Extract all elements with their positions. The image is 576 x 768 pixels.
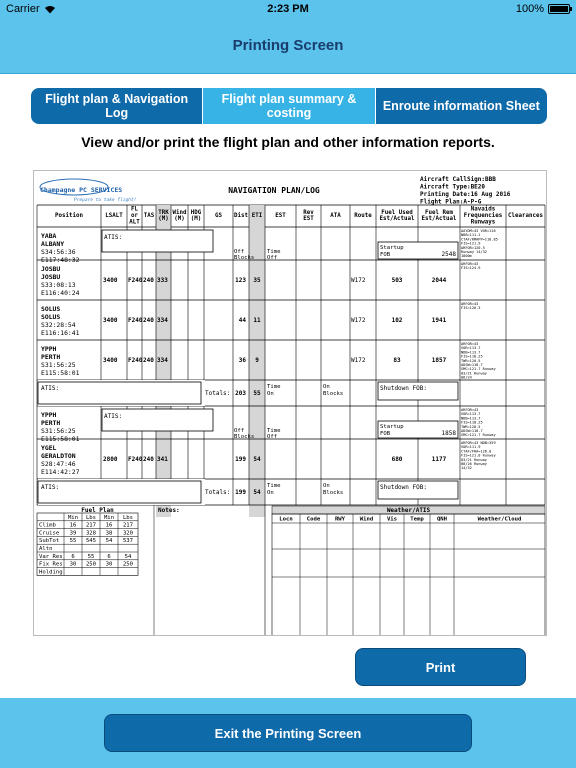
tas-value: 240 <box>143 277 154 284</box>
total-eti-value: 54 <box>253 489 261 496</box>
navaids-text: SMC=121.7 Runway <box>461 367 496 372</box>
column-header: Rev <box>303 209 314 216</box>
time-on-label: Time <box>267 384 281 390</box>
navaids-text: ARFOR=120.5 <box>461 245 485 250</box>
column-header: ETI <box>251 213 263 219</box>
column-header: Fuel Used <box>381 209 413 216</box>
fuel-plan-value: 328 <box>85 530 97 537</box>
navaids-text: FIS=118.25 <box>461 354 483 359</box>
eti-value: 54 <box>253 456 261 463</box>
fuel-plan-value: 30 <box>69 561 77 568</box>
fuel-rem-value: 1177 <box>431 456 447 463</box>
fuel-plan-value: 55 <box>87 553 95 560</box>
fuel-plan-value: 6 <box>107 553 111 560</box>
weather-col-header: Vis <box>386 516 398 523</box>
navaids-text: NDB=113.7 <box>461 416 481 421</box>
navigation-log-preview[interactable] <box>33 170 547 636</box>
fuel-used-value: 102 <box>391 317 403 324</box>
navaids-text: ARFOR=43 <box>461 408 479 412</box>
lsalt-value: 3400 <box>103 317 118 324</box>
position-text: S31:56:25 <box>41 427 76 435</box>
navaids-text: SMC=121.7 Runway <box>461 433 496 438</box>
column-header: ATA <box>330 213 341 219</box>
column-header: Position <box>55 213 83 219</box>
navaids-text: FIS=120.3 <box>461 306 481 311</box>
fuel-used-value: 680 <box>391 456 403 463</box>
position-text: S32:28:54 <box>41 321 76 329</box>
startup-fob-value: 2548 <box>441 251 456 258</box>
battery-percent: 100% <box>515 3 544 15</box>
wifi-icon <box>44 5 56 14</box>
off-blocks-label: Blocks <box>234 434 255 440</box>
aircraft-info-line: Printing Date:16 Aug 2016 <box>420 191 511 198</box>
atis-box <box>38 382 201 404</box>
column-header: Route <box>354 213 372 219</box>
fuel-plan-row-label: Cruise <box>39 530 60 537</box>
fuel-used-value: 503 <box>391 277 403 284</box>
shutdown-label: Shutdown FOB: <box>380 484 427 491</box>
weather-col-header: Locn <box>279 516 293 523</box>
atis-label: ATIS: <box>104 234 123 241</box>
position-text: E115:58:01 <box>41 435 80 443</box>
log-title: NAVIGATION PLAN/LOG <box>228 186 320 195</box>
tas-value: 240 <box>143 456 154 463</box>
position-text: ALBANY <box>41 240 65 248</box>
fuel-plan-title: Fuel Plan <box>81 507 114 514</box>
position-text: E117:48:32 <box>41 256 80 264</box>
position-text: E115:58:01 <box>41 369 80 377</box>
weather-title: Weather/ATIS <box>386 507 431 514</box>
time-on-label: Time <box>267 483 281 489</box>
total-dist-value: 203 <box>235 390 246 397</box>
fuel-plan-value: 545 <box>85 538 97 545</box>
column-header: Runways <box>470 219 496 226</box>
off-blocks-label: Blocks <box>234 255 255 261</box>
on-blocks-label: On <box>323 384 330 390</box>
column-header: (M) <box>174 216 185 223</box>
navaids-text: VOR=113.7 <box>461 346 481 351</box>
fuel-plan-row-label: Var Res <box>39 553 63 560</box>
time-off-label: Off <box>267 434 278 440</box>
column-header: LSALT <box>105 213 123 219</box>
column-header: Est/Actual <box>421 216 457 223</box>
fuel-plan-row-label: SubTot <box>39 538 60 545</box>
fuel-plan-value: 250 <box>122 561 134 568</box>
startup-fob-value: 1858 <box>441 430 456 437</box>
tab-flight-plan-navigation-log[interactable]: Flight plan & Navigation Log <box>31 88 202 124</box>
total-eti-value: 55 <box>253 390 261 397</box>
position-text: JOSBU <box>41 273 61 281</box>
startup-label: Startup <box>380 424 404 430</box>
lsalt-value: 3400 <box>103 277 118 284</box>
status-bar <box>0 0 576 18</box>
route-value: W172 <box>351 277 366 284</box>
tas-value: 240 <box>143 317 154 324</box>
aircraft-info-line: Flight Plan:A-P-G <box>420 198 482 206</box>
column-header: Dist <box>234 213 248 219</box>
on-blocks-label: On <box>323 483 330 489</box>
fuel-plan-col-header: Lbs <box>122 514 134 521</box>
fl-value: F240 <box>128 357 143 364</box>
startup-label: FOB <box>380 252 391 258</box>
fuel-plan-row-label: Climb <box>39 522 56 529</box>
dist-value: 44 <box>238 317 246 324</box>
position-text: PERTH <box>41 353 61 361</box>
column-header: TAS <box>143 213 155 219</box>
position-text: PERTH <box>41 419 61 427</box>
column-header: TRK <box>158 209 169 216</box>
logo-tagline: Prepare to take flight! <box>74 198 137 203</box>
exit-printing-screen-button[interactable]: Exit the Printing Screen <box>104 714 472 752</box>
navaids-text: ARFOR=43 <box>461 302 479 306</box>
navaids-text: ARFOR=43 NDB=359 <box>461 441 496 445</box>
weather-col-header: Weather/Cloud <box>477 516 522 523</box>
position-text: YPPH <box>41 411 57 419</box>
time-off-label: Off <box>267 255 278 261</box>
column-header: EST <box>275 213 286 219</box>
position-text: S28:47:46 <box>41 460 76 468</box>
position-text: S31:56:25 <box>41 361 76 369</box>
navaids-text: AAYDM=43 VOR=116 <box>461 229 496 233</box>
aircraft-info-line: Aircraft CallSign:BBB <box>420 176 496 183</box>
position-text: GERALDTON <box>41 452 76 460</box>
time-on-label: On <box>267 490 274 496</box>
column-header: ALT <box>129 219 140 226</box>
navaids-text: CTAF/RMAPP=118.85 <box>461 237 498 242</box>
trk-value: 334 <box>157 357 168 364</box>
column-header: HDG <box>190 209 202 216</box>
carrier-label: Carrier <box>6 3 40 15</box>
report-tabs <box>31 88 547 124</box>
column-header: EST <box>303 216 314 223</box>
position-text: SOLUS <box>41 305 61 313</box>
total-dist-value: 199 <box>235 489 246 496</box>
navigation-log-sheet <box>34 171 547 636</box>
navaids-text: NDB=111.1 <box>461 233 481 238</box>
atis-label: ATIS: <box>41 385 60 392</box>
fuel-plan-col-header: Lbs <box>85 514 97 521</box>
navaids-text: ADSW=118.7 <box>461 363 483 367</box>
carrier-info <box>6 3 56 15</box>
column-header: Wind <box>172 209 187 216</box>
fuel-plan-value: 6 <box>71 553 75 560</box>
position-text: YGEL <box>41 444 57 452</box>
column-header: (M) <box>158 216 169 223</box>
fuel-plan-value: 217 <box>122 522 134 529</box>
weather-col-header: QNH <box>436 516 448 523</box>
totals-label: Totals: <box>205 390 231 397</box>
time-on-label: On <box>267 391 274 397</box>
position-text: E116:40:24 <box>41 289 80 297</box>
battery-icon <box>548 4 570 14</box>
column-header: Clearances <box>508 213 543 219</box>
navaids-text: VOR=111.9 <box>461 445 481 450</box>
fuel-plan-value: 537 <box>122 538 134 545</box>
startup-label: FOB <box>380 431 391 437</box>
column-header: or <box>131 213 138 219</box>
navaids-text: 03/21 Runway <box>461 371 487 376</box>
dist-value: 123 <box>235 277 246 284</box>
weather-col-header: Temp <box>410 516 424 523</box>
fuel-plan-value: 54 <box>105 538 113 545</box>
on-blocks-label: Blocks <box>323 391 344 397</box>
fl-value: F240 <box>128 317 143 324</box>
fuel-plan-col-header: Min <box>67 514 79 521</box>
column-header: FL <box>131 206 138 213</box>
navaids-text: FIS=118.25 <box>461 420 483 425</box>
print-button[interactable]: Print <box>355 648 526 686</box>
fl-value: F240 <box>128 277 143 284</box>
navaids-text: CTAF/FRA=126.0 <box>461 449 492 454</box>
position-text: E116:16:41 <box>41 329 80 337</box>
position-text: S33:08:13 <box>41 281 76 289</box>
navaids-text: ARFOR=43 <box>461 342 479 346</box>
fuel-plan-col-header: Min <box>103 514 115 521</box>
logo-name: Champagne PC SERVICES <box>40 186 123 194</box>
navaids-text: Runway 14/32 <box>461 250 487 254</box>
weather-col-header: RWY <box>334 516 346 523</box>
column-header: GS <box>215 213 222 219</box>
route-value: W172 <box>351 317 366 324</box>
tab-enroute-information-sheet[interactable]: Enroute information Sheet <box>376 88 547 124</box>
atis-box <box>38 481 201 503</box>
route-value: W172 <box>351 357 366 364</box>
navaids-text: NDB=113.7 <box>461 350 481 355</box>
aircraft-info-line: Aircraft Type:BE20 <box>420 183 486 191</box>
trk-value: 341 <box>157 456 168 463</box>
position-text: JOSBU <box>41 265 61 273</box>
navaids-text: 1800m <box>461 254 472 259</box>
page-title: Printing Screen <box>232 37 344 54</box>
off-blocks-label: Off <box>234 249 245 255</box>
header-bar <box>0 18 576 74</box>
dist-value: 36 <box>238 357 246 364</box>
fuel-plan-value: 38 <box>105 530 113 537</box>
navaids-text: FIS=121.0 Runway <box>461 453 496 458</box>
weather-table <box>272 514 545 636</box>
position-text: E114:42:27 <box>41 468 80 476</box>
atis-label: ATIS: <box>41 484 60 491</box>
fuel-plan-value: 55 <box>69 538 77 545</box>
position-text: YABA <box>41 232 57 240</box>
fuel-rem-value: 1857 <box>431 357 447 364</box>
weather-col-header: Wind <box>359 516 374 523</box>
column-header: Navaids <box>470 206 496 213</box>
navaids-text: TWR=120.5 <box>461 424 481 429</box>
time-off-label: Time <box>267 249 281 255</box>
fuel-plan-value: 250 <box>85 561 97 568</box>
fuel-plan-value: 39 <box>69 530 77 537</box>
notes-label: Notes: <box>158 507 180 514</box>
atis-label: ATIS: <box>104 413 123 420</box>
instructions-text: View and/or print the flight plan and other information reports. <box>81 134 495 150</box>
off-blocks-label: Off <box>234 428 245 434</box>
tab-flight-plan-summary-costing[interactable]: Flight plan summary & costing <box>202 88 375 124</box>
navaids-text: 14/32 <box>461 466 472 471</box>
status-time: 2:23 PM <box>267 3 309 15</box>
navaids-text: 08/26 Runway <box>461 462 487 466</box>
column-header: Frequencies <box>463 213 503 219</box>
column-header: Est/Actual <box>379 216 415 223</box>
eti-value: 11 <box>253 317 261 324</box>
position-text: YPPH <box>41 345 57 353</box>
trk-value: 333 <box>157 277 168 284</box>
trk-value: 334 <box>157 317 168 324</box>
position-text: SOLUS <box>41 313 61 321</box>
fuel-plan-value: 16 <box>69 522 77 529</box>
navaids-text: ARFOR=43 <box>461 262 479 266</box>
fuel-plan-row-label: Fix Res <box>39 561 63 568</box>
eti-value: 35 <box>253 277 261 284</box>
fuel-rem-value: 2044 <box>431 277 447 284</box>
fuel-plan-value: 320 <box>122 530 134 537</box>
navaids-text: 06/24 <box>461 375 472 380</box>
tas-value: 240 <box>143 357 154 364</box>
navaids-text: FIS=124.9 <box>461 266 481 271</box>
fuel-plan-row-label: Altn <box>39 546 53 552</box>
fuel-rem-value: 1941 <box>431 317 447 324</box>
navaids-text: TWR=120.5 <box>461 358 481 363</box>
fl-value: F240 <box>128 456 143 463</box>
navaids-text: FIS=121.9 <box>461 241 481 246</box>
fuel-plan-row-label: Holding <box>39 569 63 576</box>
navaids-text: 03/21 Runway <box>461 457 487 462</box>
fuel-plan-value: 217 <box>85 522 97 529</box>
eti-value: 9 <box>255 357 259 364</box>
fuel-plan-value: 54 <box>124 553 132 560</box>
fuel-plan-value: 30 <box>105 561 113 568</box>
shutdown-label: Shutdown FOB: <box>380 385 427 392</box>
lsalt-value: 3400 <box>103 357 118 364</box>
on-blocks-label: Blocks <box>323 490 344 496</box>
dist-value: 199 <box>235 456 246 463</box>
position-text: S34:56:36 <box>41 248 76 256</box>
weather-col-header: Code <box>306 516 321 523</box>
column-header: Fuel Rem <box>425 209 453 216</box>
time-off-label: Time <box>267 428 281 434</box>
column-header: (M) <box>190 216 202 223</box>
fuel-used-value: 83 <box>393 357 401 364</box>
navaids-text: VOR=113.7 <box>461 412 481 417</box>
startup-label: Startup <box>380 245 404 251</box>
navaids-text: ADSW=118.7 <box>461 429 483 433</box>
totals-label: Totals: <box>205 489 231 496</box>
fuel-plan-value: 16 <box>105 522 113 529</box>
lsalt-value: 2800 <box>103 456 118 463</box>
